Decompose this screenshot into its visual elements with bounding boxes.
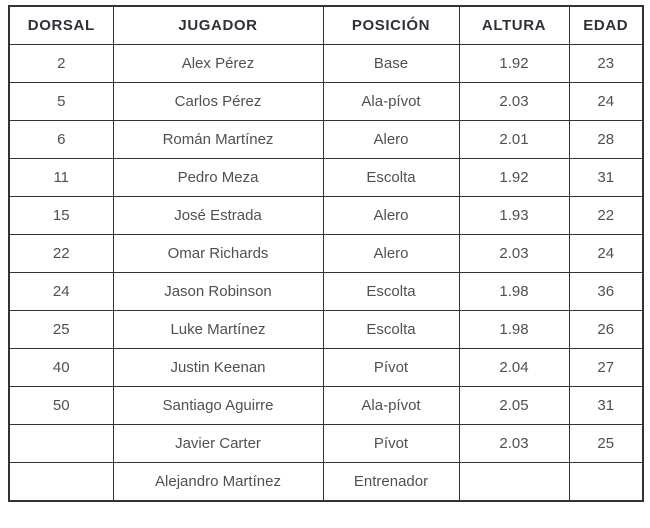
table-cell-dorsal: 22 (9, 235, 113, 273)
table-cell-dorsal: 15 (9, 197, 113, 235)
table-cell-edad: 22 (569, 197, 643, 235)
table-row (9, 45, 643, 83)
table-cell-dorsal: 2 (9, 45, 113, 83)
table-cell-posicion: Pívot (323, 349, 459, 387)
table-cell-jugador: Alex Pérez (113, 45, 323, 83)
table-cell-altura: 2.04 (459, 349, 569, 387)
table-cell-posicion: Pívot (323, 425, 459, 463)
table-cell-jugador: Javier Carter (113, 425, 323, 463)
table-cell-dorsal: 50 (9, 387, 113, 425)
table-cell-jugador: Omar Richards (113, 235, 323, 273)
table-cell-dorsal: 5 (9, 83, 113, 121)
table-cell-edad (569, 463, 643, 502)
column-header-jugador: JUGADOR (113, 6, 323, 45)
table-row (9, 349, 643, 387)
table-cell-edad: 26 (569, 311, 643, 349)
table-cell-edad: 31 (569, 159, 643, 197)
table-row (9, 311, 643, 349)
table-cell-edad: 28 (569, 121, 643, 159)
table-cell-altura: 1.93 (459, 197, 569, 235)
table-cell-posicion: Escolta (323, 311, 459, 349)
table-cell-dorsal: 6 (9, 121, 113, 159)
table-cell-posicion: Alero (323, 197, 459, 235)
table-cell-altura: 1.98 (459, 273, 569, 311)
table-cell-edad: 31 (569, 387, 643, 425)
table-cell-altura: 2.03 (459, 235, 569, 273)
table-cell-jugador: Luke Martínez (113, 311, 323, 349)
table-row (9, 83, 643, 121)
table-cell-dorsal: 24 (9, 273, 113, 311)
table-cell-jugador: Justin Keenan (113, 349, 323, 387)
table-cell-edad: 24 (569, 83, 643, 121)
table-row (9, 121, 643, 159)
table-cell-dorsal: 11 (9, 159, 113, 197)
table-cell-posicion: Alero (323, 121, 459, 159)
column-header-altura: ALTURA (459, 6, 569, 45)
table-cell-altura: 1.92 (459, 159, 569, 197)
table-cell-posicion: Ala-pívot (323, 83, 459, 121)
table-cell-edad: 25 (569, 425, 643, 463)
table-cell-jugador: Carlos Pérez (113, 83, 323, 121)
table-cell-edad: 27 (569, 349, 643, 387)
table-head (9, 6, 643, 45)
table-cell-dorsal: 25 (9, 311, 113, 349)
table-cell-jugador: Alejandro Martínez (113, 463, 323, 502)
column-header-dorsal: DORSAL (9, 6, 113, 45)
table-cell-altura (459, 463, 569, 502)
table-cell-edad: 24 (569, 235, 643, 273)
table-cell-dorsal (9, 425, 113, 463)
table-row (9, 235, 643, 273)
table-cell-altura: 2.03 (459, 425, 569, 463)
table-row (9, 197, 643, 235)
table-cell-altura: 1.92 (459, 45, 569, 83)
table-row (9, 425, 643, 463)
column-header-posicion: POSICIÓN (323, 6, 459, 45)
table-cell-altura: 2.05 (459, 387, 569, 425)
table-cell-jugador: José Estrada (113, 197, 323, 235)
table-cell-jugador: Román Martínez (113, 121, 323, 159)
table-cell-altura: 2.01 (459, 121, 569, 159)
table-cell-posicion: Escolta (323, 273, 459, 311)
table-cell-posicion: Base (323, 45, 459, 83)
table-cell-jugador: Pedro Meza (113, 159, 323, 197)
table-row (9, 273, 643, 311)
table-cell-edad: 36 (569, 273, 643, 311)
table-cell-edad: 23 (569, 45, 643, 83)
table-cell-altura: 2.03 (459, 83, 569, 121)
table-cell-posicion: Entrenador (323, 463, 459, 502)
table-cell-dorsal (9, 463, 113, 502)
table-cell-posicion: Alero (323, 235, 459, 273)
table-cell-altura: 1.98 (459, 311, 569, 349)
table-header-row (9, 6, 643, 45)
table-row (9, 387, 643, 425)
column-header-edad: EDAD (569, 6, 643, 45)
table-cell-jugador: Santiago Aguirre (113, 387, 323, 425)
table-row (9, 159, 643, 197)
table-cell-jugador: Jason Robinson (113, 273, 323, 311)
table-cell-posicion: Ala-pívot (323, 387, 459, 425)
table-row (9, 463, 643, 502)
table-cell-dorsal: 40 (9, 349, 113, 387)
roster-table (8, 5, 644, 502)
table-body (9, 45, 643, 502)
table-cell-posicion: Escolta (323, 159, 459, 197)
